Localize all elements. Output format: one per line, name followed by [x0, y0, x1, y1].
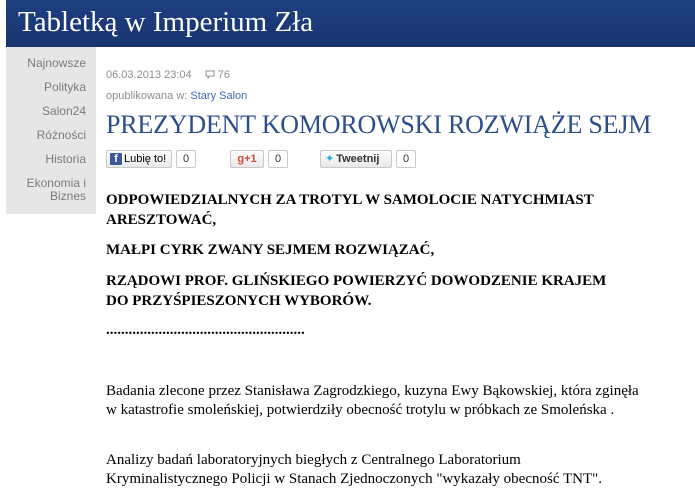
gplus-count: 0 — [268, 150, 288, 168]
published-in — [106, 90, 247, 102]
category-link[interactable]: Stary Salon — [190, 90, 248, 102]
blog-header — [6, 0, 695, 47]
blog-title[interactable]: Tabletką w Imperium Zła — [18, 6, 314, 38]
sidebar-nav — [6, 47, 96, 214]
paragraph-line: Analizy badań laboratoryjnych biegłych z Centralnego Laboratorium — [106, 452, 521, 468]
sidebar-item-salon24[interactable]: Salon24 — [41, 104, 86, 118]
facebook-like-widget — [106, 150, 196, 168]
sidebar-item-label: Ekonomia i — [26, 176, 86, 190]
sidebar-item-historia[interactable]: Historia — [45, 152, 86, 166]
facebook-like-label: Lubię to! — [124, 153, 167, 165]
bold-line: DO PRZYŚPIESZONYCH WYBORÓW. — [106, 293, 372, 309]
twitter-bird-icon: ✦ — [325, 153, 335, 165]
comment-icon — [205, 70, 215, 82]
facebook-icon: f — [110, 153, 122, 165]
post-date: 06.03.2013 23:04 — [106, 69, 192, 81]
paragraph-line: Badania zlecone przez Stanisława Zagrodzkiego, kuzyna Ewy Bąkowskiej, która zginęła — [106, 383, 639, 399]
gplus-label: +1 — [244, 153, 257, 165]
gplus-icon: g — [237, 153, 245, 165]
bold-line: ARESZTOWAĆ, — [106, 212, 217, 228]
post-title: PREZYDENT KOMOROWSKI ROZWIĄŻE SEJM — [106, 110, 652, 139]
sidebar-item-polityka[interactable]: Polityka — [43, 80, 86, 94]
bold-line: RZĄDOWI PROF. GLIŃSKIEGO POWIERZYĆ DOWODZENIE KRAJEM — [106, 273, 607, 289]
sidebar-item-ekonomia-i-biznes[interactable] — [27, 177, 86, 203]
published-prefix: opublikowana w: — [106, 90, 191, 102]
sidebar-item-roznosci[interactable]: Różności — [36, 128, 86, 142]
sidebar-item-label: Biznes — [49, 189, 86, 203]
twitter-widget — [320, 150, 416, 168]
paragraph-line: Kryminalistycznego Policji w Stanach Zjednoczonych "wykazały obecność TNT". — [106, 471, 602, 487]
comment-count[interactable]: 76 — [217, 69, 231, 81]
post-meta — [106, 69, 230, 82]
facebook-like-button[interactable] — [106, 150, 172, 168]
bold-line: MAŁPI CYRK ZWANY SEJMEM ROZWIĄZAĆ, — [106, 242, 435, 258]
tweet-label: Tweetnij — [336, 153, 380, 165]
tweet-button[interactable] — [320, 150, 392, 168]
gplus-widget — [230, 150, 288, 168]
bold-line: ODPOWIEDZIALNYCH ZA TROTYL W SAMOLOCIE NATYCHMIAST — [106, 192, 594, 208]
gplus-button[interactable] — [230, 150, 264, 168]
facebook-like-count: 0 — [176, 150, 196, 168]
paragraph-line: w katastrofie smoleńskiej, potwierdziły obecność trotylu w próbkach ze Smoleńska . — [106, 402, 615, 418]
sidebar-item-najnowsze[interactable]: Najnowsze — [27, 56, 86, 70]
twitter-count: 0 — [396, 150, 416, 168]
separator-dots: ..................................................... — [106, 322, 305, 338]
